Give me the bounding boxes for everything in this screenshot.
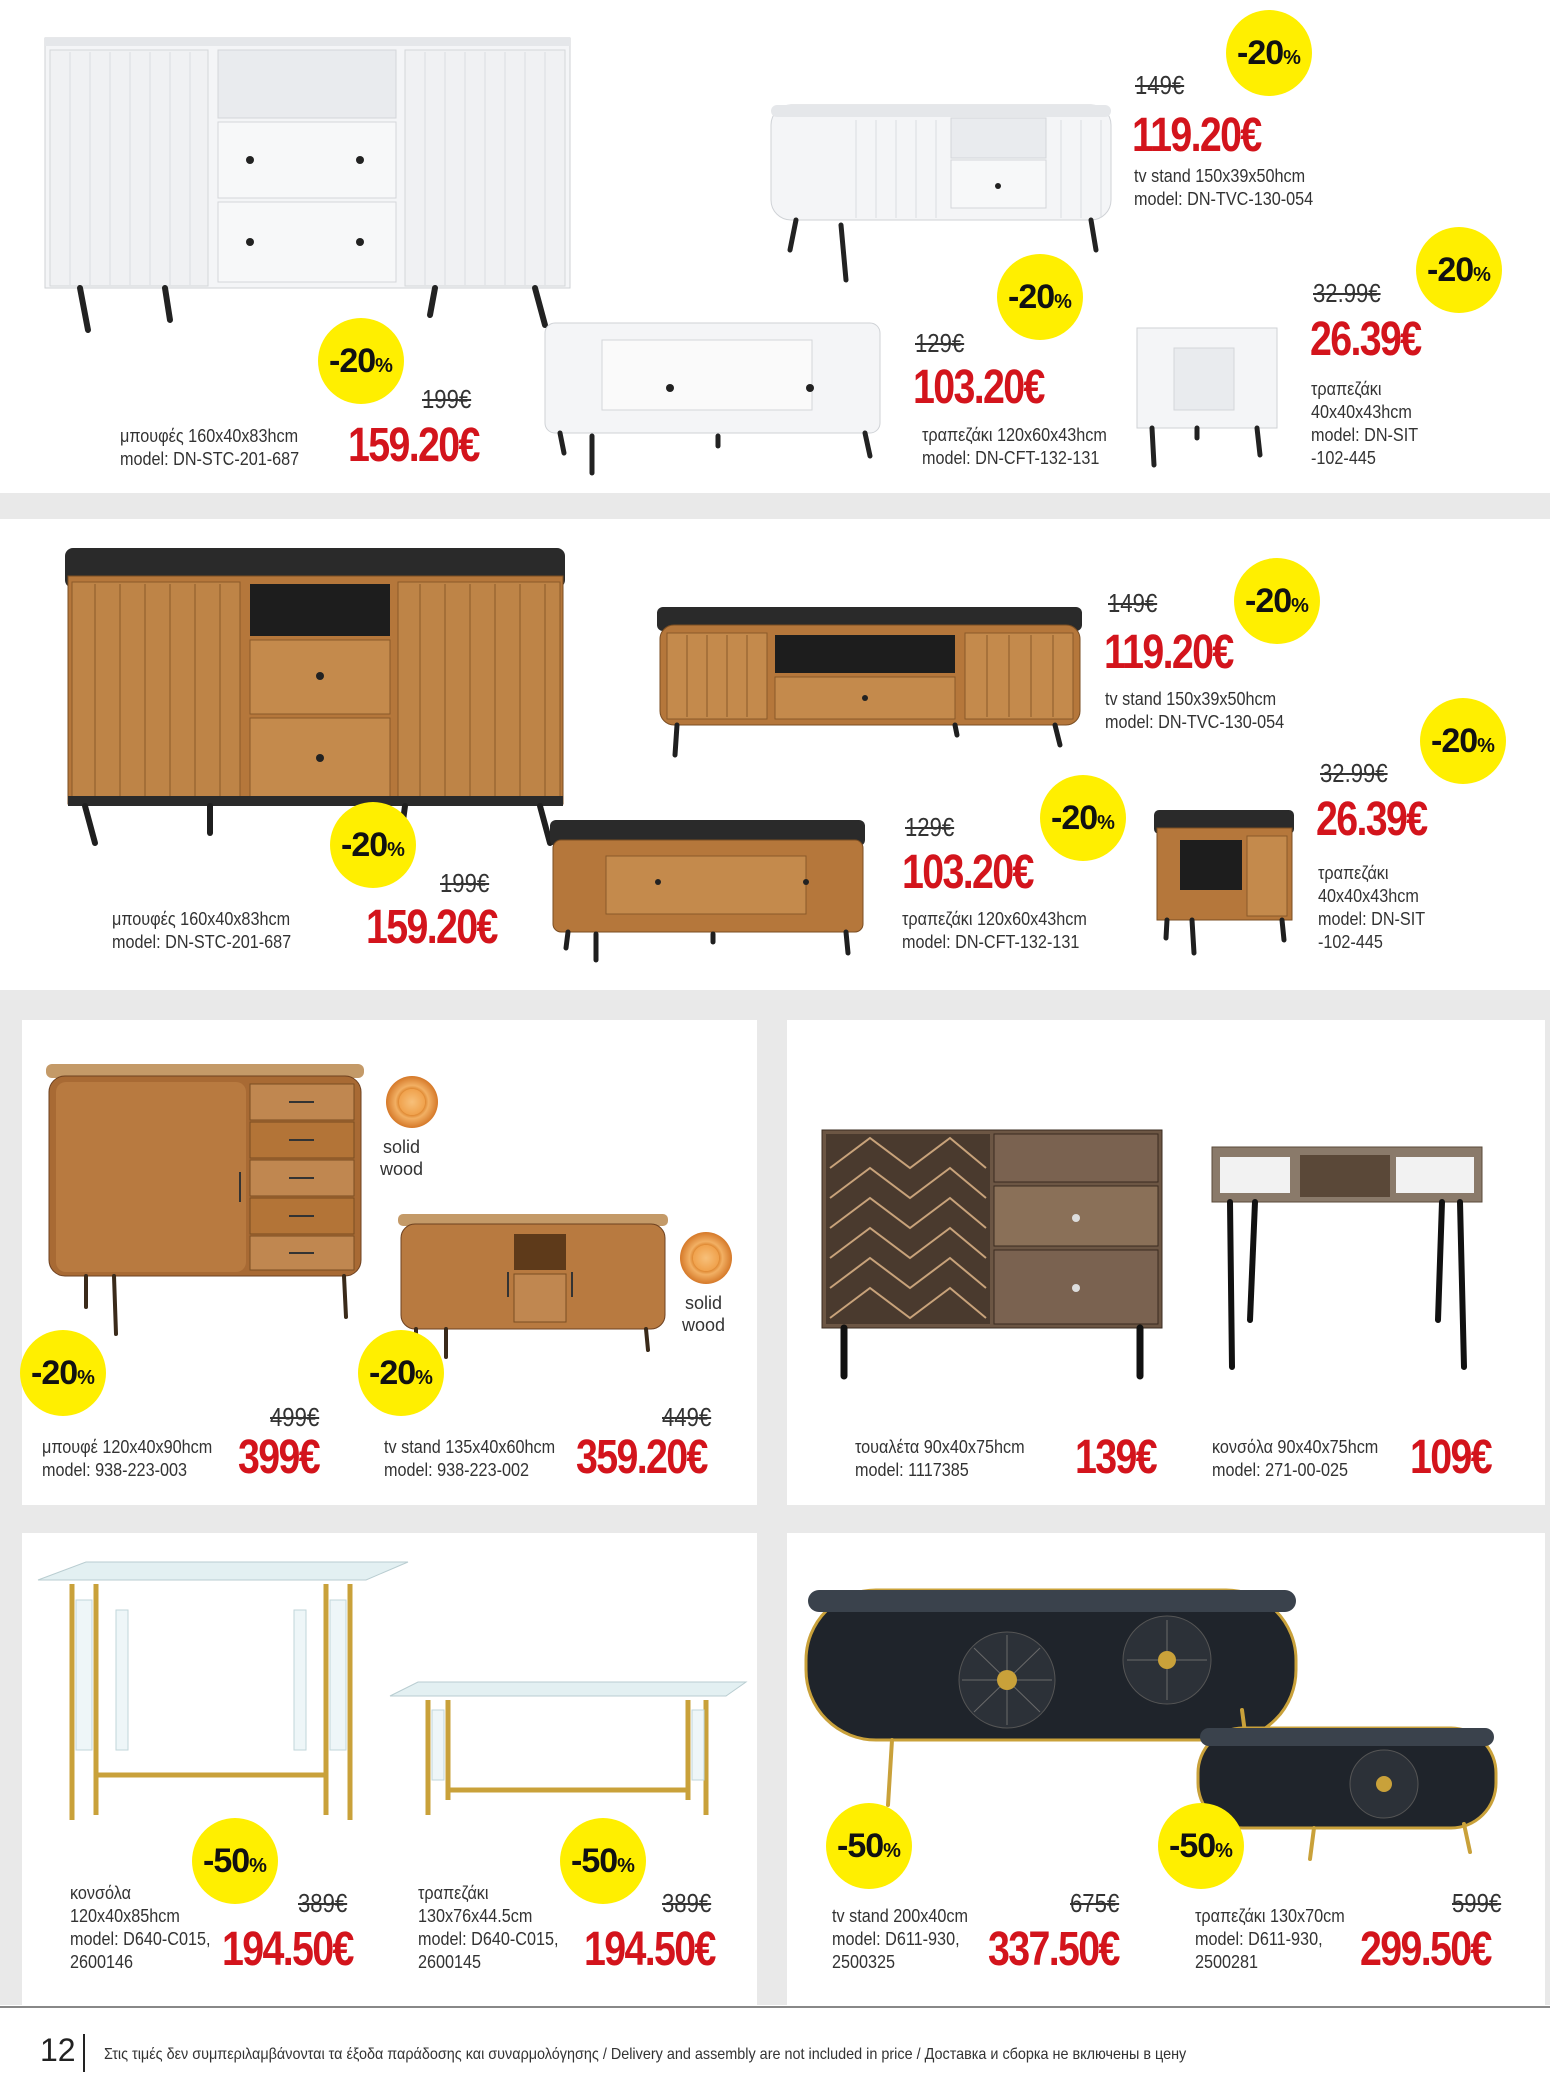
discount-badge: -20 % xyxy=(1420,698,1506,784)
wood-coffee-table-image xyxy=(548,818,868,968)
product-description: κονσόλα 90x40x75hcm model: 271-00-025 xyxy=(1212,1437,1379,1480)
old-price: 129€ xyxy=(915,328,965,358)
product-description: τραπεζάκι 130x70cm model: D611-930, 2500281 xyxy=(1195,1906,1345,1972)
product-description: tv stand 150x39x50hcm model: DN-TVC-130-054 xyxy=(1105,689,1285,732)
discount-badge: -20 % xyxy=(1226,10,1312,96)
old-price: 199€ xyxy=(440,868,490,898)
band-row3-row4 xyxy=(0,1505,1550,1533)
sale-price: 159.20€ xyxy=(366,901,497,954)
product-description: τραπεζάκι 120x60x43hcm model: DN-CFT-132-131 xyxy=(902,909,1087,952)
discount-badge: -20 % xyxy=(1234,558,1320,644)
discount-badge: -20 % xyxy=(997,254,1083,340)
mango-tv-stand-image xyxy=(396,1212,671,1362)
product-description: τουαλέτα 90x40x75hcm model: 1117385 xyxy=(855,1437,1025,1480)
discount-badge: -50 % xyxy=(1158,1803,1244,1889)
sale-price: 399€ xyxy=(238,1431,320,1484)
sale-price: 194.50€ xyxy=(584,1923,715,1976)
product-description: μπουφέ 120x40x90hcm model: 938-223-003 xyxy=(42,1437,213,1480)
wood-side-table-image xyxy=(1152,808,1297,958)
wood-sideboard-image xyxy=(60,548,570,848)
product-description: τραπεζάκι 40x40x43hcm model: DN-SIT -102-445 xyxy=(1311,379,1419,468)
old-price: 675€ xyxy=(1070,1888,1120,1918)
discount-badge: -20 % xyxy=(1040,775,1126,861)
white-side-table-image xyxy=(1132,320,1282,470)
sale-price: 26.39€ xyxy=(1310,313,1421,366)
old-price: 389€ xyxy=(298,1888,348,1918)
old-price: 32.99€ xyxy=(1320,758,1388,788)
mango-sideboard-image xyxy=(44,1062,369,1342)
footer-disclaimer: Στις τιμές δεν συμπεριλαμβάνονται τα έξοδα παράδοσης και συναρμολόγησης / Delivery and assembly are not included in price / Доставка и сборка не включены в цену xyxy=(104,2046,1187,2063)
sale-price: 299.50€ xyxy=(1360,1923,1491,1976)
old-price: 199€ xyxy=(422,384,472,414)
footer-divider xyxy=(0,2006,1550,2008)
solid-wood-icon xyxy=(680,1232,732,1284)
old-price: 149€ xyxy=(1108,588,1158,618)
band-right-edge xyxy=(1545,1020,1550,2005)
old-price: 149€ xyxy=(1135,70,1185,100)
discount-badge: -50 % xyxy=(560,1818,646,1904)
product-description: tv stand 150x39x50hcm model: DN-TVC-130-054 xyxy=(1134,166,1314,209)
discount-badge: -20 % xyxy=(20,1330,106,1416)
solid-wood-label: solid wood xyxy=(380,1137,424,1179)
discount-badge: -50 % xyxy=(192,1818,278,1904)
glass-console-image xyxy=(36,1560,411,1830)
old-price: 499€ xyxy=(270,1402,320,1432)
old-price: 449€ xyxy=(662,1402,712,1432)
sale-price: 119.20€ xyxy=(1104,626,1233,679)
footer-separator xyxy=(83,2034,85,2072)
white-coffee-table-image xyxy=(540,318,885,478)
sale-price: 337.50€ xyxy=(988,1923,1119,1976)
sale-price: 194.50€ xyxy=(222,1923,353,1976)
old-price: 129€ xyxy=(905,812,955,842)
glass-coffee-table-image xyxy=(388,1680,748,1825)
discount-badge: -20 % xyxy=(358,1330,444,1416)
product-description: τραπεζάκι 130x76x44.5cm model: D640-C015, 2600145 xyxy=(418,1883,559,1972)
white-sideboard-image xyxy=(40,30,580,340)
solid-wood-icon xyxy=(386,1076,438,1128)
solid-wood-label: solid wood xyxy=(682,1293,726,1335)
product-description: μπουφές 160x40x83hcm model: DN-STC-201-687 xyxy=(120,426,300,469)
band-row1-row2 xyxy=(0,493,1550,519)
sale-price: 26.39€ xyxy=(1316,793,1427,846)
sale-price: 359.20€ xyxy=(576,1431,707,1484)
old-price: 32.99€ xyxy=(1313,278,1381,308)
old-price: 599€ xyxy=(1452,1888,1502,1918)
wood-tv-stand-image xyxy=(655,605,1085,775)
discount-badge: -20 % xyxy=(330,802,416,888)
product-description: μπουφές 160x40x83hcm model: DN-STC-201-687 xyxy=(112,909,292,952)
product-description: τραπεζάκι 40x40x43hcm model: DN-SIT -102-445 xyxy=(1318,863,1426,952)
discount-badge: -20 % xyxy=(318,318,404,404)
sale-price: 139€ xyxy=(1075,1431,1157,1484)
product-description: κονσόλα 120x40x85hcm model: D640-C015, 2600146 xyxy=(70,1883,211,1972)
console-table-image xyxy=(1210,1145,1485,1380)
page-number: 12 xyxy=(40,2032,76,2068)
sale-price: 103.20€ xyxy=(913,361,1044,414)
dresser-image xyxy=(820,1128,1165,1388)
sale-price: 103.20€ xyxy=(902,846,1033,899)
sale-price: 119.20€ xyxy=(1132,109,1261,162)
discount-badge: -20 % xyxy=(1416,227,1502,313)
discount-badge: -50 % xyxy=(826,1803,912,1889)
sale-price: 159.20€ xyxy=(348,419,479,472)
product-description: tv stand 200x40cm model: D611-930, 2500325 xyxy=(832,1906,968,1972)
product-description: τραπεζάκι 120x60x43hcm model: DN-CFT-132-131 xyxy=(922,425,1107,468)
old-price: 389€ xyxy=(662,1888,712,1918)
sale-price: 109€ xyxy=(1410,1431,1492,1484)
product-description: tv stand 135x40x60hcm model: 938-223-002 xyxy=(384,1437,556,1480)
band-row2-row3 xyxy=(0,990,1550,1020)
